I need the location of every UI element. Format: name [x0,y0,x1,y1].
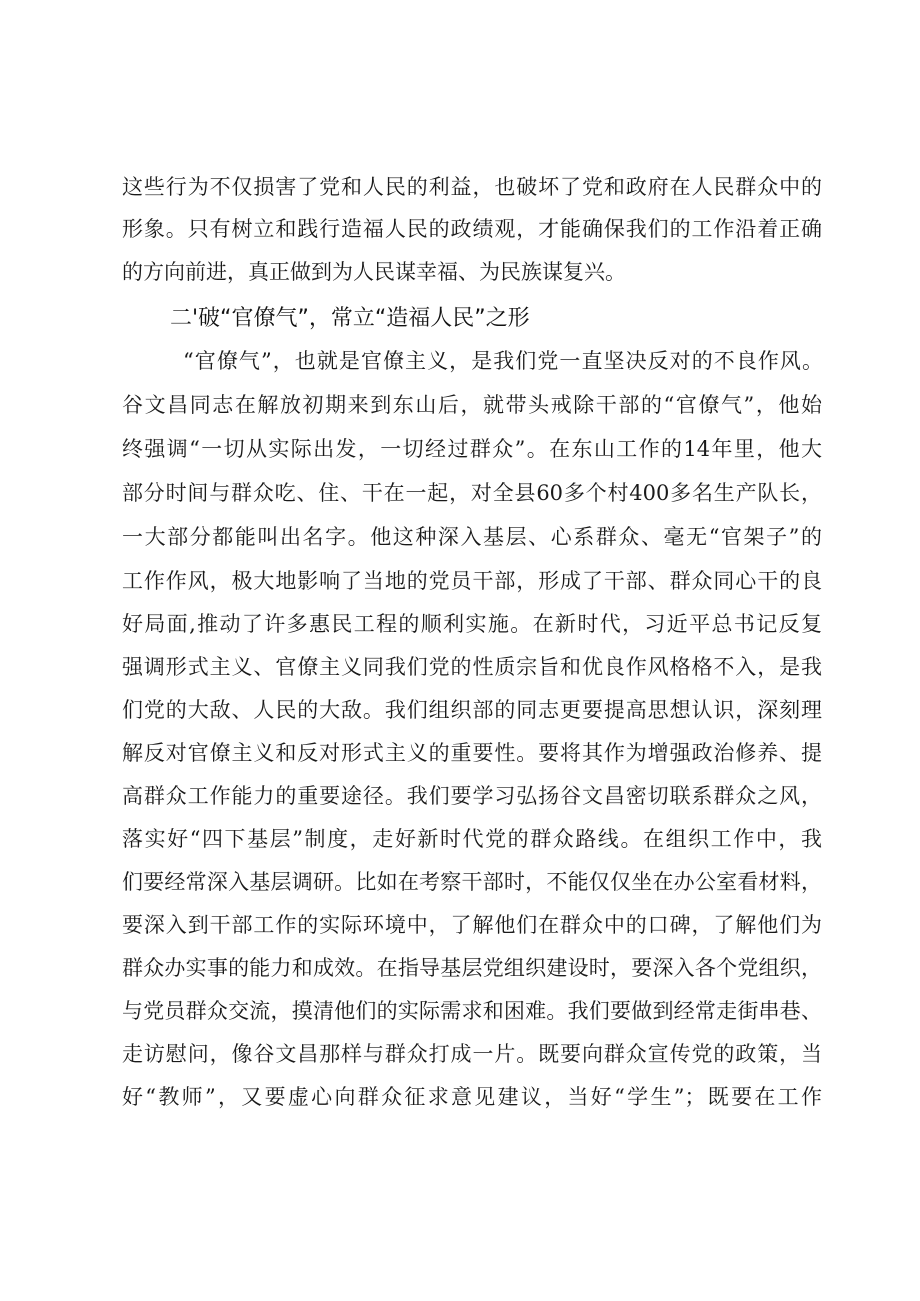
paragraph-2-line: 一大部分都能叫出名字。他这种深入基层、心系群众、毫无“官架子”的 [122,525,822,549]
paragraph-1-line: 的方向前进，真正做到为人民谋幸福、为民族谋复兴。 [122,260,626,284]
paragraph-1-line: 形象。只有树立和践行造福人民的政绩观，才能确保我们的工作沿着正确 [122,217,822,241]
paragraph-2-line: 要深入到干部工作的实际环境中，了解他们在群众中的口碑，了解他们为 [122,913,822,937]
paragraph-2-line: 与党员群众交流，摸清他们的实际需求和困难。我们要做到经常走街串巷、 [122,999,822,1023]
paragraph-2-line: 工作作风，极大地影响了当地的党员干部，形成了干部、群众同心干的良 [122,569,822,593]
paragraph-2-line: “官僚气”，也就是官僚主义，是我们党一直坚决反对的不良作风。 [183,349,823,373]
paragraph-2-line: 终强调“一切从实际出发，一切经过群众”。在东山工作的14年里，他大 [122,437,822,461]
paragraph-2-line: 好“教师”，又要虚心向群众征求意见建议，当好“学生”；既要在工作 [122,1085,822,1109]
paragraph-2-line: 解反对官僚主义和反对形式主义的重要性。要将其作为增强政治修养、提 [122,741,822,765]
paragraph-2-line: 部分时间与群众吃、住、干在一起，对全县60多个村400多名生产队长， [122,481,822,505]
paragraph-2-line: 落实好“四下基层”制度，走好新时代党的群众路线。在组织工作中，我 [122,827,822,851]
paragraph-2-line: 谷文昌同志在解放初期来到东山后，就带头戒除干部的“官僚气”，他始 [122,393,822,417]
paragraph-2-line: 们要经常深入基层调研。比如在考察干部时，不能仅仅坐在办公室看材料， [122,870,822,894]
paragraph-2-line: 走访慰问，像谷文昌那样与群众打成一片。既要向群众宣传党的政策，当 [122,1042,822,1066]
paragraph-2-line: 好局面,推动了许多惠民工程的顺利实施。在新时代，习近平总书记反复 [122,612,822,636]
paragraph-2-line: 们党的大敌、人民的大敌。我们组织部的同志更要提高思想认识，深刻理 [122,698,822,722]
paragraph-1-line: 这些行为不仅损害了党和人民的利益，也破坏了党和政府在人民群众中的 [122,175,822,199]
paragraph-2-line: 高群众工作能力的重要途径。我们要学习弘扬谷文昌密切联系群众之风， [122,784,822,808]
paragraph-2-line: 群众办实事的能力和成效。在指导基层党组织建设时，要深入各个党组织， [122,956,822,980]
section-heading: 二'破“官僚气”，常立“造福人民”之形 [170,306,530,331]
paragraph-2-line: 强调形式主义、官僚主义同我们党的性质宗旨和优良作风格格不入，是我 [122,655,822,679]
